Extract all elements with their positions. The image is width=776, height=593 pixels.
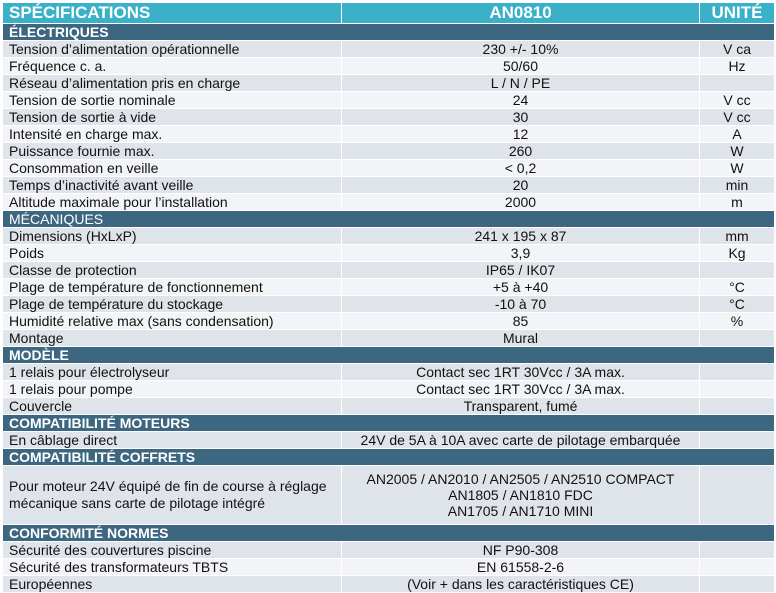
row-value: 260 <box>342 143 700 160</box>
row-unit <box>700 75 775 92</box>
row-label: Sécurité des transformateurs TBTS <box>3 559 342 576</box>
table-row <box>3 177 775 194</box>
row-unit <box>700 542 775 559</box>
row-value: Contact sec 1RT 30Vcc / 3A max. <box>342 381 700 398</box>
row-label: Altitude maximale pour l’installation <box>3 194 342 211</box>
row-unit: V ca <box>700 41 775 58</box>
row-label: Intensité en charge max. <box>3 126 342 143</box>
section-header <box>3 347 775 364</box>
row-label: Montage <box>3 330 342 347</box>
table-row <box>3 576 775 593</box>
table-row <box>3 228 775 245</box>
row-unit <box>700 432 775 449</box>
row-label: Couvercle <box>3 398 342 415</box>
table-row <box>3 381 775 398</box>
row-label: Tension de sortie nominale <box>3 92 342 109</box>
row-unit <box>700 559 775 576</box>
row-value: Contact sec 1RT 30Vcc / 3A max. <box>342 364 700 381</box>
row-unit <box>700 398 775 415</box>
section-title: ÉLECTRIQUES <box>3 24 775 41</box>
table-header <box>3 3 775 24</box>
section-header <box>3 24 775 41</box>
row-value: +5 à +40 <box>342 279 700 296</box>
row-unit: mm <box>700 228 775 245</box>
section-title: MODÈLE <box>3 347 775 364</box>
row-value: 3,9 <box>342 245 700 262</box>
row-value: NF P90-308 <box>342 542 700 559</box>
row-label: Tension de sortie à vide <box>3 109 342 126</box>
row-value: 85 <box>342 313 700 330</box>
row-value: 241 x 195 x 87 <box>342 228 700 245</box>
row-value: (Voir + dans les caractéristiques CE) <box>342 576 700 593</box>
row-value: 12 <box>342 126 700 143</box>
row-unit: °C <box>700 296 775 313</box>
row-label: Temps d’inactivité avant veille <box>3 177 342 194</box>
row-value-line: AN1705 / AN1710 MINI <box>447 503 594 519</box>
table-row <box>3 432 775 449</box>
row-value: 24V de 5A à 10A avec carte de pilotage embarquée <box>342 432 700 449</box>
section-header <box>3 415 775 432</box>
table-row <box>3 398 775 415</box>
section-title: COMPATIBILITÉ MOTEURS <box>3 415 775 432</box>
row-unit: V cc <box>700 92 775 109</box>
table-row <box>3 330 775 347</box>
row-label: Plage de température du stockage <box>3 296 342 313</box>
row-label: Européennes <box>3 576 342 593</box>
row-value-line: AN2005 / AN2010 / AN2505 / AN2510 COMPACT <box>366 471 675 487</box>
row-label: Consommation en veille <box>3 160 342 177</box>
row-unit <box>700 364 775 381</box>
row-unit: A <box>700 126 775 143</box>
row-value: EN 61558-2-6 <box>342 559 700 576</box>
table-row <box>3 92 775 109</box>
row-label: Tension d’alimentation opérationnelle <box>3 41 342 58</box>
table-row <box>3 245 775 262</box>
row-unit: °C <box>700 279 775 296</box>
row-value: IP65 / IK07 <box>342 262 700 279</box>
row-value: 50/60 <box>342 58 700 75</box>
table-row <box>3 279 775 296</box>
table-row <box>3 160 775 177</box>
table-row <box>3 109 775 126</box>
row-unit: min <box>700 177 775 194</box>
section-header <box>3 449 775 466</box>
section-header <box>3 525 775 542</box>
row-unit: % <box>700 313 775 330</box>
table-row <box>3 143 775 160</box>
section-title: CONFORMITÉ NORMES <box>3 525 775 542</box>
row-unit <box>700 576 775 593</box>
section-header <box>3 211 775 228</box>
row-label: 1 relais pour pompe <box>3 381 342 398</box>
row-value: < 0,2 <box>342 160 700 177</box>
table-row <box>3 542 775 559</box>
table-row <box>3 262 775 279</box>
row-label: Classe de protection <box>3 262 342 279</box>
header-model: AN0810 <box>342 3 700 24</box>
row-label: Puissance fournie max. <box>3 143 342 160</box>
section-title: MÉCANIQUES <box>3 211 775 228</box>
row-value <box>342 466 700 525</box>
row-unit: W <box>700 143 775 160</box>
row-label: Humidité relative max (sans condensation) <box>3 313 342 330</box>
row-value: L / N / PE <box>342 75 700 92</box>
row-unit <box>700 330 775 347</box>
row-value: 24 <box>342 92 700 109</box>
row-label: 1 relais pour électrolyseur <box>3 364 342 381</box>
row-label: Réseau d’alimentation pris en charge <box>3 75 342 92</box>
table-row <box>3 75 775 92</box>
row-unit: V cc <box>700 109 775 126</box>
row-unit: W <box>700 160 775 177</box>
table-row <box>3 313 775 330</box>
row-value: 230 +/- 10% <box>342 41 700 58</box>
table-row <box>3 194 775 211</box>
row-label: Dimensions (HxLxP) <box>3 228 342 245</box>
row-value: 20 <box>342 177 700 194</box>
table-row <box>3 126 775 143</box>
header-unit: UNITÉ <box>700 3 775 24</box>
row-value-line: AN1805 / AN1810 FDC <box>448 487 593 503</box>
header-spec: SPÉCIFICATIONS <box>3 3 342 24</box>
row-label: En câblage direct <box>3 432 342 449</box>
row-value: -10 à 70 <box>342 296 700 313</box>
specifications-table <box>2 2 775 593</box>
row-value: 2000 <box>342 194 700 211</box>
row-value: Transparent, fumé <box>342 398 700 415</box>
row-unit <box>700 466 775 525</box>
row-label: Fréquence c. a. <box>3 58 342 75</box>
section-title: COMPATIBILITÉ COFFRETS <box>3 449 775 466</box>
table-row <box>3 296 775 313</box>
row-label: Poids <box>3 245 342 262</box>
row-label: Sécurité des couvertures piscine <box>3 542 342 559</box>
row-value: Mural <box>342 330 700 347</box>
table-row <box>3 559 775 576</box>
table-row <box>3 466 775 525</box>
row-value: 30 <box>342 109 700 126</box>
row-unit: Kg <box>700 245 775 262</box>
table-row <box>3 41 775 58</box>
table-row <box>3 364 775 381</box>
row-label: Pour moteur 24V équipé de fin de course à réglage mécanique sans carte de pilotage intégré <box>3 466 342 525</box>
table-row <box>3 58 775 75</box>
row-unit <box>700 381 775 398</box>
row-unit: Hz <box>700 58 775 75</box>
row-unit: m <box>700 194 775 211</box>
row-label: Plage de température de fonctionnement <box>3 279 342 296</box>
row-unit <box>700 262 775 279</box>
